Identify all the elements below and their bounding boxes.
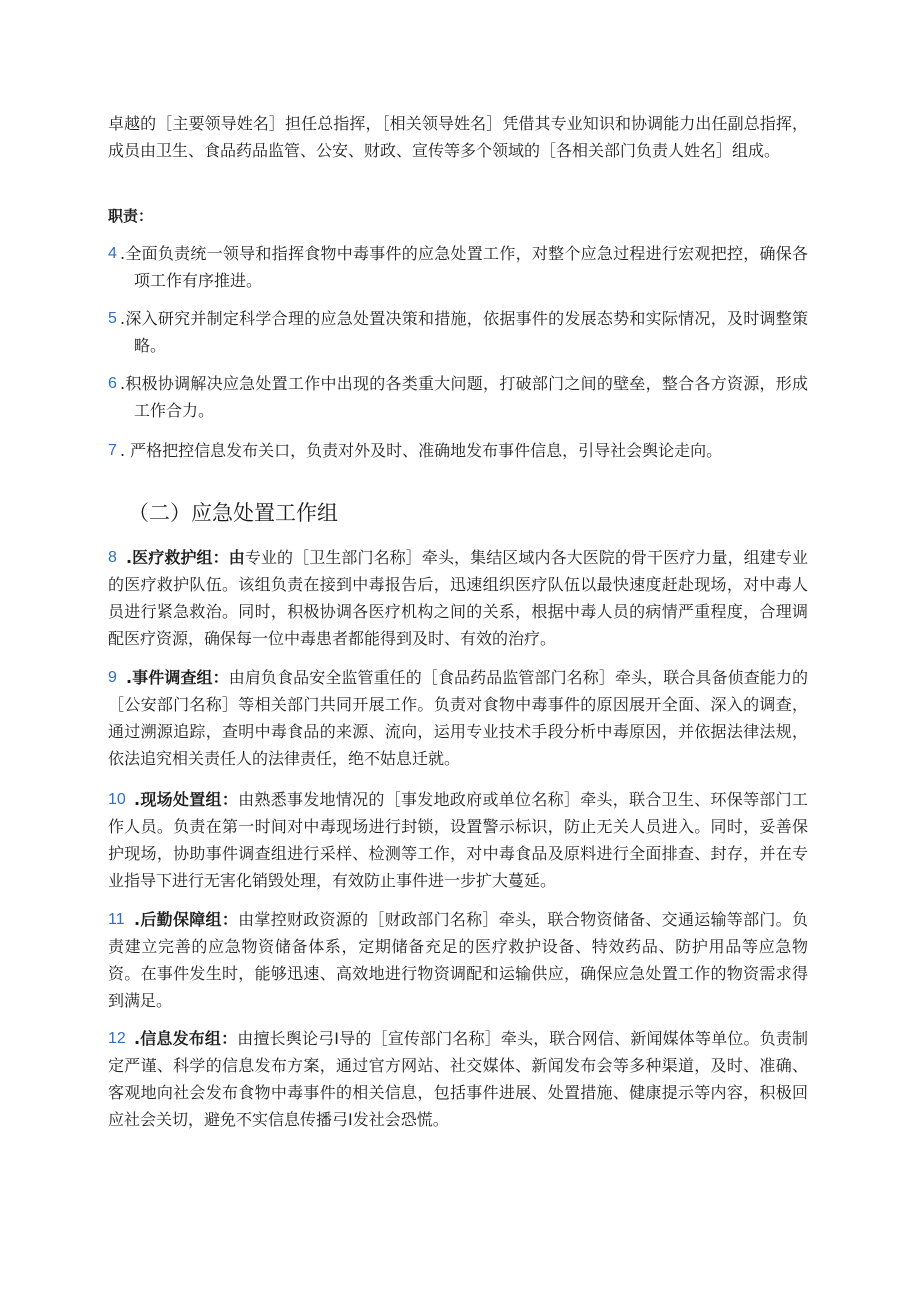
list-number: 4 xyxy=(108,245,117,262)
group-text xyxy=(108,544,808,652)
duty-item xyxy=(108,240,808,294)
group-item xyxy=(108,906,808,1014)
list-number: 12 xyxy=(108,1030,126,1047)
group-label: .事件调查组： xyxy=(126,668,229,687)
section-heading: （二）应急处置工作组 xyxy=(128,501,338,525)
list-number: 10 xyxy=(108,791,126,808)
group-item xyxy=(108,664,808,772)
group-description: 由掌控财政资源的［财政部门名称］牵头，联合物资储备、交通运输等部门。负责建立完善的应急物资储备体系，定期储备充足的医疗救护设备、特效药品、防护用品等应急物资。在事件发生时，能够迅速、高效地进行物资调配和运输供应，确保应急处置工作的物资需求得到满足。 xyxy=(108,910,808,1010)
group-description: 由肩负食品安全监管重任的［食品药品监管部门名称］牵头，联合具备侦查能力的［公安部门名称］等相关部门共同开展工作。负责对食物中毒事件的原因展开全面、深入的调查，通过溯源追踪，查明中毒食品的来源、流向，运用专业技术手段分析中毒原因，并依据法律法规，依法追究相关责任人的法律责任，绝不姑息迁就。 xyxy=(108,668,808,768)
duty-text: .深入研究并制定科学合理的应急处置决策和措施，依据事件的发展态势和实际情况，及时调整策略。 xyxy=(120,309,808,355)
group-text xyxy=(108,1025,808,1133)
list-number: 9 xyxy=(108,669,117,686)
intro-paragraph: 卓越的［主要领导姓名］担任总指挥，［相关领导姓名］凭借其专业知识和协调能力出任副总指挥，成员由卫生、食品药品监管、公安、财政、宣传等多个领域的［各相关部门负责人姓名］组成。 xyxy=(108,114,808,160)
duties-label: 职责： xyxy=(108,207,154,225)
group-text xyxy=(108,786,808,894)
group-item xyxy=(108,1025,808,1133)
duty-item xyxy=(108,370,808,424)
group-item xyxy=(108,786,808,894)
group-label: .医疗救护组：由 xyxy=(126,548,245,567)
duty-text: .全面负责统一领导和指挥食物中毒事件的应急处置工作，对整个应急过程进行宏观把控，确保各项工作有序推进。 xyxy=(120,244,808,290)
list-number: 11 xyxy=(108,911,125,928)
group-label: .后勤保障组： xyxy=(134,910,239,929)
list-number: 6 xyxy=(108,375,117,392)
duty-text: .积极协调解决应急处置工作中出现的各类重大问题，打破部门之间的壁垒，整合各方资源，形成工作合力。 xyxy=(120,374,808,420)
group-description: 由熟悉事发地情况的［事发地政府或单位名称］牵头，联合卫生、环保等部门工作人员。负责在第一时间对中毒现场进行封锁，设置警示标识，防止无关人员进入。同时，妥善保护现场，协助事件调查组进行采样、检测等工作，对中毒食品及原料进行全面排查、封存，并在专业指导下进行无害化销毁处理，有效防止事件进一步扩大蔓延。 xyxy=(108,790,808,890)
group-label: .现场处置组： xyxy=(134,790,239,809)
list-number: 7 xyxy=(108,442,117,459)
group-item xyxy=(108,544,808,652)
duty-text: . 严格把控信息发布关口，负责对外及时、准确地发布事件信息，引导社会舆论走向。 xyxy=(120,441,723,460)
group-text xyxy=(108,664,808,772)
group-label: .信息发布组： xyxy=(134,1029,238,1048)
group-description: 专业的［卫生部门名称］牵头，集结区域内各大医院的骨干医疗力量，组建专业的医疗救护队伍。该组负责在接到中毒报告后，迅速组织医疗队伍以最快速度赶赴现场，对中毒人员进行紧急救治。同时，积极协调各医疗机构之间的关系，根据中毒人员的病情严重程度，合理调配医疗资源，确保每一位中毒患者都能得到及时、有效的治疗。 xyxy=(108,548,808,648)
duty-item xyxy=(108,305,808,359)
group-description: 由擅长舆论弓I导的［宣传部门名称］牵头，联合网信、新闻媒体等单位。负责制定严谨、科学的信息发布方案，通过官方网站、社交媒体、新闻发布会等多种渠道，及时、准确、客观地向社会发布食物中毒事件的相关信息，包括事件进展、处置措施、健康提示等内容，积极回应社会关切，避免不实信息传播弓I发社会恐慌。 xyxy=(108,1029,808,1129)
list-number: 8 xyxy=(108,549,117,566)
duty-item xyxy=(108,437,808,464)
list-number: 5 xyxy=(108,310,117,327)
group-text xyxy=(108,906,808,1014)
